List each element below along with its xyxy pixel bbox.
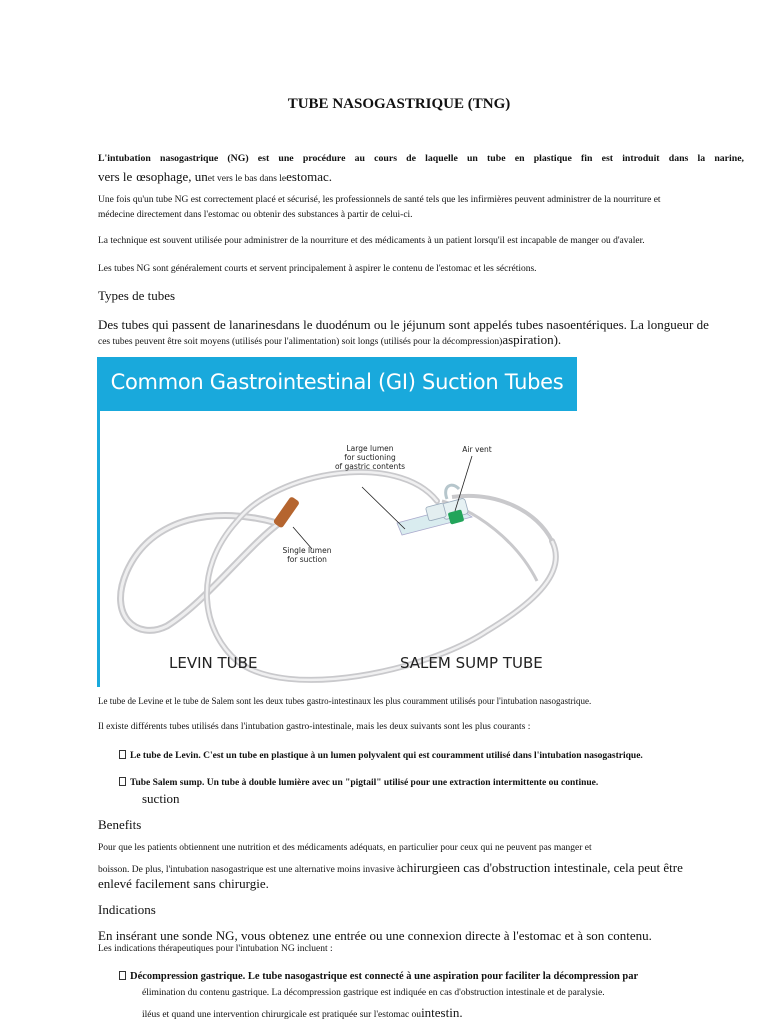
page-title: TUBE NASOGASTRIQUE (TNG) — [287, 96, 511, 112]
para3: Les tubes NG sont généralement courts et servent principalement à aspirer le contenu de l'estomac et les sécrétions. — [98, 264, 537, 274]
indications-line-1: En insérant une sonde NG, vous obtenez une entrée ou une connexion directe à l'estomac et à son contenu. — [98, 928, 652, 943]
intro-line-1: L'intubation nasogastrique (NG) est une procédure au cours de laquelle un tube en plastique fin est introduit dans la narine, — [98, 153, 744, 164]
types-line-2: ces tubes peuvent être soit moyens (utilisés pour l'alimentation) soit longs (utilisés pour la décompression)aspiration). — [98, 332, 562, 347]
checkbox-icon — [119, 777, 126, 786]
checkbox-icon — [119, 971, 126, 980]
figure-caption: Le tube de Levine et le tube de Salem sont les deux tubes gastro-intestinaux les plus couramment utilisés pour l'intubation nasogastrique. — [98, 696, 592, 706]
bullet-salem: Tube Salem sump. Un tube à double lumière avec un "pigtail" utilisé pour une extraction intermittente ou continue. — [119, 777, 598, 788]
label-single-lumen: Single lumen for suction — [282, 546, 332, 564]
levin-tube-name: LEVIN TUBE — [169, 654, 258, 672]
benefits-line-1: Pour que les patients obtiennent une nutrition et des médicaments adéquats, en particulier pour ceux qui ne peuvent pas manger et — [98, 843, 592, 853]
heading-types: Types de tubes — [98, 288, 176, 303]
types-line-1: Des tubes qui passent de lanarinesdans le duodénum ou le jéjunum sont appelés tubes nasoentériques. La longueur de — [98, 317, 709, 332]
bullet-decompression-line-3: iléus et quand une intervention chirurgicale est pratiquée sur l'estomac ouintestin. — [142, 1005, 463, 1020]
intro-line-2: vers le œsophage, unet vers le bas dans leestomac. — [98, 169, 332, 184]
checkbox-icon — [119, 750, 126, 759]
heading-indications: Indications — [98, 902, 156, 917]
label-air-vent: Air vent — [462, 445, 492, 454]
benefits-line-3: enlevé facilement sans chirurgie. — [98, 876, 269, 891]
bullet-decompression: Décompression gastrique. Le tube nasogastrique est connecté à une aspiration pour faciliter la décompression par — [119, 971, 638, 982]
indications-line-2: Les indications thérapeutiques pour l'intubation NG incluent : — [98, 944, 333, 954]
bullet-salem-continuation: suction — [142, 791, 180, 806]
para2: La technique est souvent utilisée pour administrer de la nourriture et des médicaments à un patient lorsqu'il est incapable de manger ou d'avaler. — [98, 236, 645, 246]
suction-tubes-figure — [97, 357, 577, 687]
bullet-levin: Le tube de Levin. C'est un tube en plastique à un lumen polyvalent qui est couramment utilisé dans l'intubation nasogastrique. — [119, 750, 643, 761]
benefits-line-2: boisson. De plus, l'intubation nasogastrique est une alternative moins invasive àchirurgieen cas d'obstruction intestinale, cela peut être — [98, 860, 683, 875]
bullet-decompression-line-2: élimination du contenu gastrique. La décompression gastrique est indiquée en cas d'obstruction intestinale et de paralysie. — [142, 988, 605, 998]
figure-title: Common Gastrointestinal (GI) Suction Tubes — [110, 370, 564, 394]
para1-line-2: médecine directement dans l'estomac ou obtenir des substances à partir de celui-ci. — [98, 210, 413, 220]
para4: Il existe différents tubes utilisés dans l'intubation gastro-intestinale, mais les deux suivants sont les plus courants : — [98, 722, 531, 732]
salem-tube-name: SALEM SUMP TUBE — [400, 654, 543, 672]
label-large-lumen: Large lumen for suctioning of gastric contents — [334, 444, 406, 471]
heading-benefits: Benefits — [98, 817, 142, 832]
para1-line-1: Une fois qu'un tube NG est correctement placé et sécurisé, les professionnels de santé tels que les infirmières peuvent administrer de la nourriture et — [98, 195, 661, 205]
